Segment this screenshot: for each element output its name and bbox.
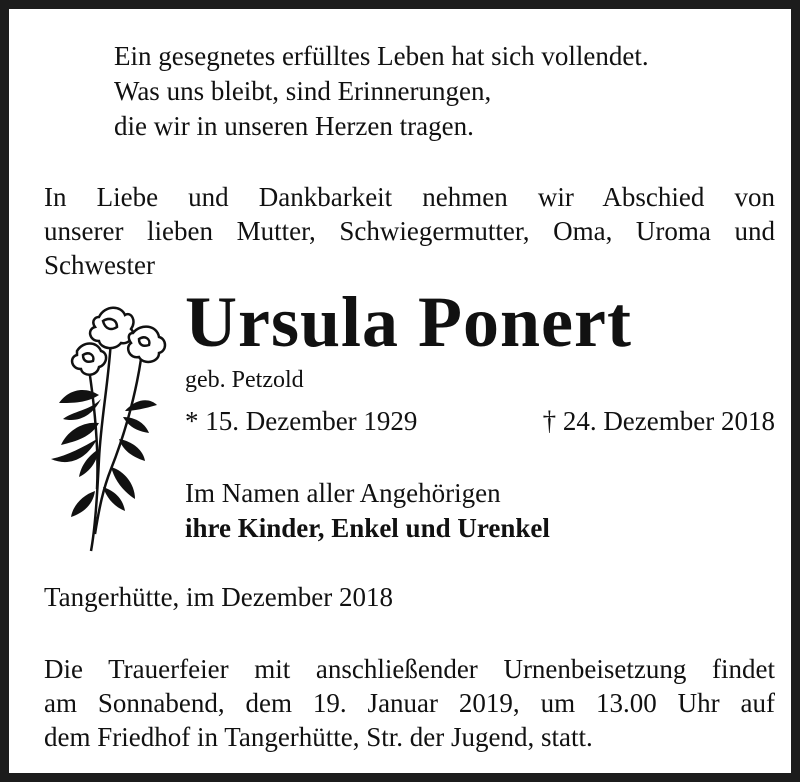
poem-line: die wir in unseren Herzen tragen. [114, 111, 474, 141]
farewell-intro [44, 180, 775, 282]
poem-line: Was uns bleibt, sind Erinnerungen, [114, 76, 492, 106]
service-line: Die Trauerfeier mit anschließender Urnenbeisetzung findet [44, 654, 775, 684]
place-date: Tangerhütte, im Dezember 2018 [44, 582, 393, 612]
intro-line: unserer lieben Mutter, Schwiegermutter, Oma, Uroma und [44, 216, 775, 246]
death-date: † 24. Dezember 2018 [542, 406, 775, 436]
mourners-line: Im Namen aller Angehörigen [185, 478, 501, 508]
intro-line: In Liebe und Dankbarkeit nehmen wir Abschied von [44, 182, 775, 212]
birth-name: geb. Petzold [185, 367, 304, 393]
life-dates [185, 404, 775, 438]
roses-icon [39, 299, 179, 554]
memorial-poem [114, 39, 649, 144]
birth-date: * 15. Dezember 1929 [185, 406, 418, 436]
intro-line: Schwester [44, 250, 155, 280]
funeral-service-info [44, 652, 775, 754]
service-line: dem Friedhof in Tangerhütte, Str. der Jugend, statt. [44, 722, 593, 752]
poem-line: Ein gesegnetes erfülltes Leben hat sich vollendet. [114, 41, 649, 71]
mourners-names: ihre Kinder, Enkel und Urenkel [185, 513, 550, 543]
service-line: am Sonnabend, dem 19. Januar 2019, um 13.00 Uhr auf [44, 688, 775, 718]
deceased-name: Ursula Ponert [185, 282, 632, 362]
